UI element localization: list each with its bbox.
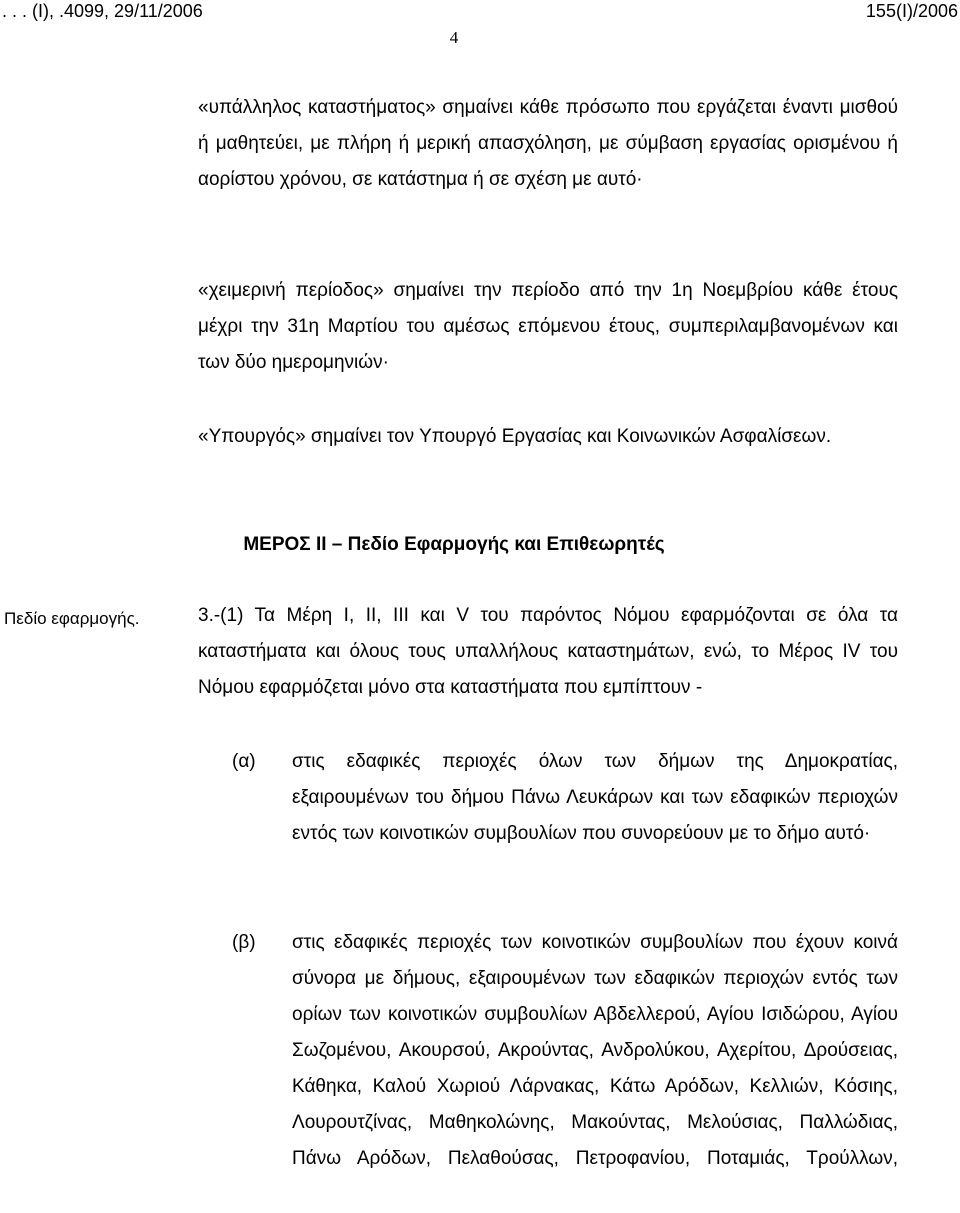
definition-minister: «Υπουργός» σημαίνει τον Υπουργό Εργασίας και Κοινωνικών Ασφαλίσεων.	[198, 426, 832, 447]
item-text-a: στις εδαφικές περιοχές όλων των δήμων της Δημοκρατίας, εξαιρουμένων του δήμου Πάνω Λευκάρων και των εδαφικών περιοχών εντός των κοινοτικών συμβουλίων που συνορεύουν με το δήμο αυτό·	[292, 751, 898, 844]
definition-winter-period: «χειμερινή περίοδος» σημαίνει την περίοδο από την 1η Νοεμβρίου κάθε έτους μέχρι την 31η Μαρτίου του αμέσως επόμενου έτους, συμπεριλαμβανομένων και των δύο ημερομηνιών·	[198, 280, 898, 373]
section-heading: ΜΕΡΟΣ ΙΙ – Πεδίο Εφαρμογής και Επιθεωρητές	[243, 534, 665, 555]
article-3-text: 3.-(1) Τα Μέρη Ι, ΙΙ, ΙΙΙ και V του παρόντος Νόμου εφαρμόζονται σε όλα τα καταστήματα και όλους τους υπαλλήλους καταστημάτων, ενώ, το Μέρος IV του Νόμου εφαρμόζεται μόνο στα καταστήματα που εμπίπτουν -	[198, 605, 898, 698]
item-label-a: (α)	[232, 751, 256, 772]
running-header-left: . . . (Ι), .4099, 29/11/2006	[2, 1, 203, 21]
item-label-b: (β)	[232, 932, 256, 953]
item-text-b: στις εδαφικές περιοχές των κοινοτικών συμβουλίων που έχουν κοινά σύνορα με δήμους, εξαιρουμένων των εδαφικών περιοχών εντός των ορίων των κοινοτικών συμβουλίων Αβδελλερού, Αγίου Ισιδώρου, Αγίου Σωζομένου, Ακουρσού, Ακρούντας, Ανδρολύκου, Αχερίτου, Δρούσειας, Κάθηκα, Καλού Χωριού Λάρνακας, Κάτω Αρόδων, Κελλιών, Κόσιης, Λουρουτζίνας, Μαθηκολώνης, Μακούντας, Μελούσιας, Παλλώδιας, Πάνω Αρόδων, Πελαθούσας, Πετροφανίου, Ποταμιάς, Τρούλλων,	[292, 932, 898, 1169]
definition-shop-employee: «υπάλληλος καταστήματος» σημαίνει κάθε πρόσωπο που εργάζεται έναντι μισθού ή μαθητεύει, με πλήρη ή μερική απασχόληση, με σύμβαση εργασίας ορισμένου ή αορίστου χρόνου, σε κατάστημα ή σε σχέση με αυτό·	[198, 97, 898, 190]
marginal-note: Πεδίο εφαρμογής.	[4, 609, 140, 628]
running-header-right: 155(Ι)/2006	[865, 1, 958, 21]
page-number: 4	[449, 28, 459, 47]
